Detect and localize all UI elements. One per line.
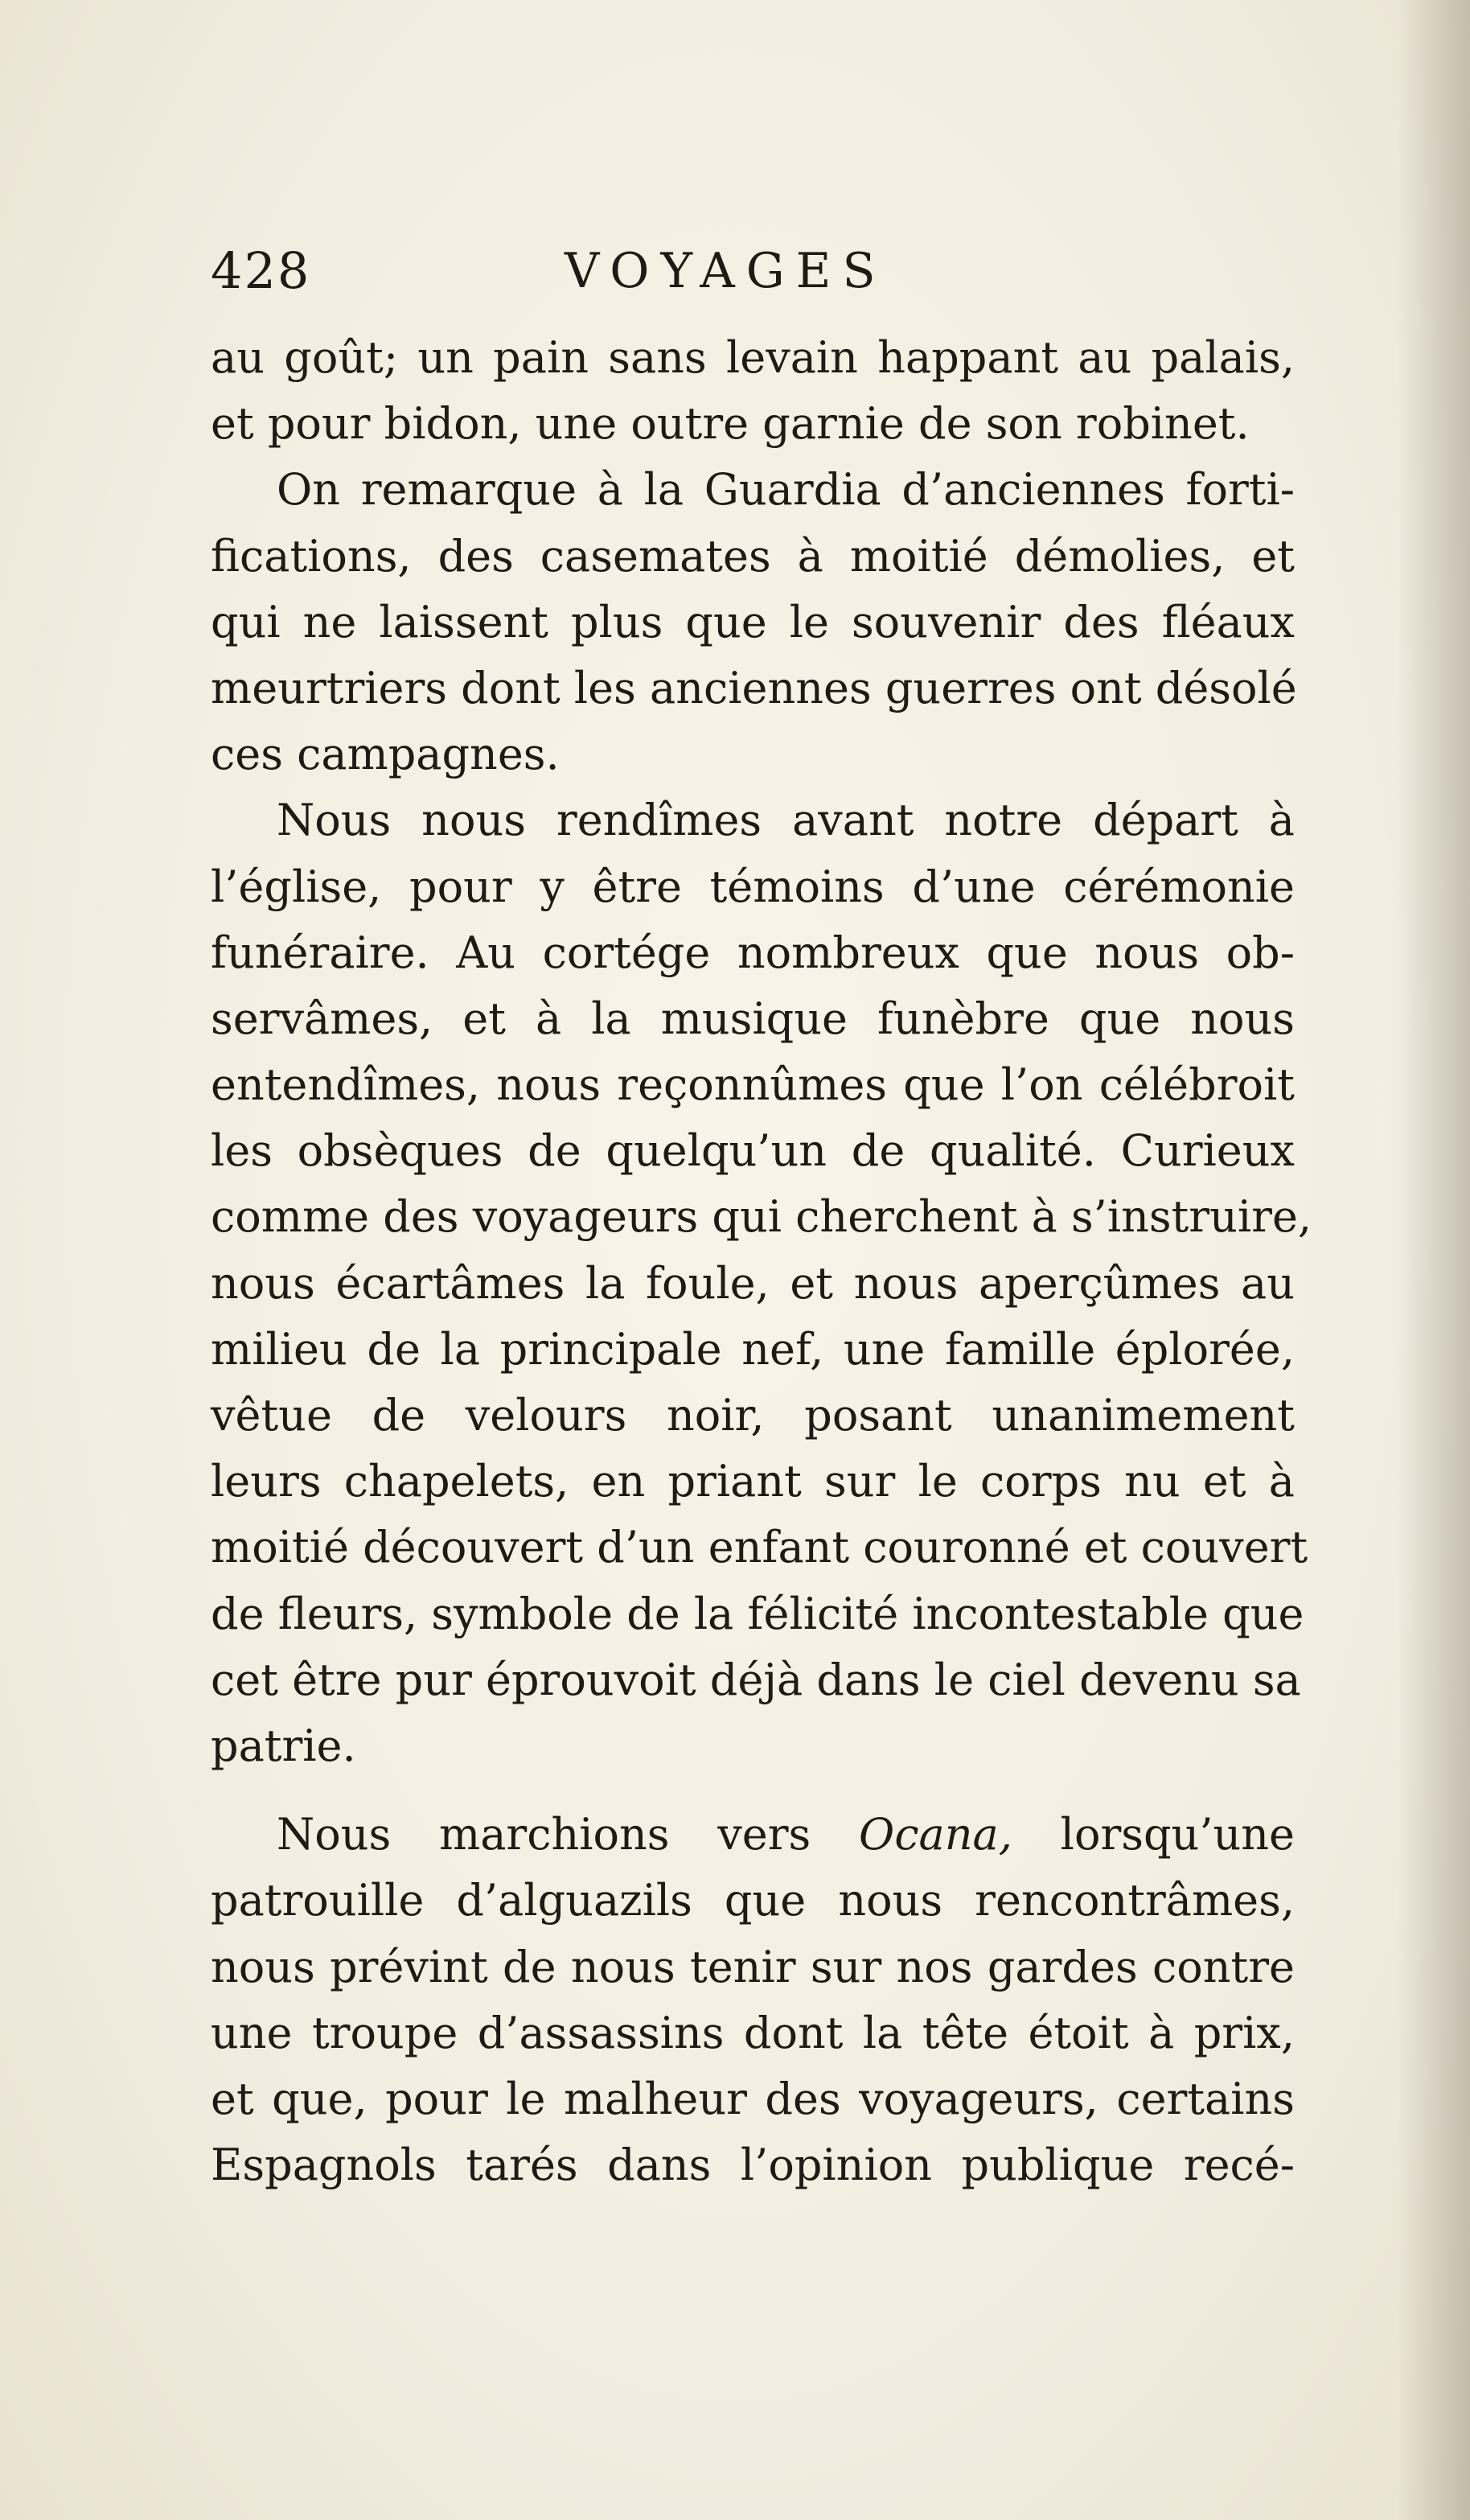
text-line: les obsèques de quelqu’un de qualité. Curieux (211, 1125, 1295, 1177)
running-title: VOYAGES (565, 243, 887, 299)
page-gutter-shadow (1398, 0, 1470, 2520)
text-segment: Nous marchions vers (277, 1809, 860, 1860)
text-line: au goût; un pain sans levain happant au palais, (211, 332, 1295, 383)
text-line: funéraire. Au cortége nombreux que nous ob- (211, 927, 1295, 978)
place-name-ocana: Ocana, (859, 1809, 1012, 1860)
text-line: Espagnols tarés dans l’opinion publique recé- (211, 2140, 1295, 2191)
text-line: l’église, pour y être témoins d’une cérémonie (211, 861, 1295, 912)
text-segment: lorsqu’une (1012, 1809, 1295, 1860)
text-line: ces campagnes. (211, 729, 560, 780)
text-line: entendîmes, nous reçonnûmes que l’on célébroit (211, 1059, 1295, 1111)
text-line: moitié découvert d’un enfant couronné et couvert (211, 1522, 1308, 1573)
text-line: vêtue de velours noir, posant unanimement (211, 1390, 1295, 1441)
text-line: une troupe d’assassins dont la tête étoit à prix, (211, 2007, 1295, 2058)
text-line: nous écartâmes la foule, et nous aperçûmes au (211, 1257, 1295, 1309)
page-header (211, 235, 1304, 307)
text-line: leurs chapelets, en priant sur le corps nu et à (211, 1456, 1295, 1507)
page-number: 428 (211, 241, 311, 300)
text-line: de fleurs, symbole de la félicité incontestable que (211, 1588, 1304, 1639)
text-line: fications, des casemates à moitié démolies, et (211, 530, 1295, 582)
text-line: patrouille d’alguazils que nous rencontrâmes, (211, 1875, 1295, 1926)
text-line: comme des voyageurs qui cherchent à s’instruire, (211, 1191, 1312, 1243)
paragraph-start-line: On remarque à la Guardia d’anciennes forti- (277, 464, 1295, 516)
text-line: et que, pour le malheur des voyageurs, certains (211, 2073, 1295, 2124)
body-text (211, 325, 1312, 2198)
text-line: patrie. (211, 1720, 356, 1771)
text-line: servâmes, et à la musique funèbre que nous (211, 993, 1295, 1044)
text-line: et pour bidon, une outre garnie de son robinet. (211, 398, 1250, 450)
text-line: meurtriers dont les anciennes guerres ont désolé (211, 662, 1297, 713)
text-line: cet être pur éprouvoit déjà dans le ciel devenu sa (211, 1654, 1301, 1705)
text-line: nous prévint de nous tenir sur nos gardes contre (211, 1941, 1295, 1992)
paragraph-start-line (211, 1802, 1295, 1868)
paragraph-start-line: Nous nous rendîmes avant notre départ à (277, 795, 1295, 846)
text-line: qui ne laissent plus que le souvenir des fléaux (211, 596, 1295, 647)
text-line: milieu de la principale nef, une famille éplorée, (211, 1323, 1295, 1375)
